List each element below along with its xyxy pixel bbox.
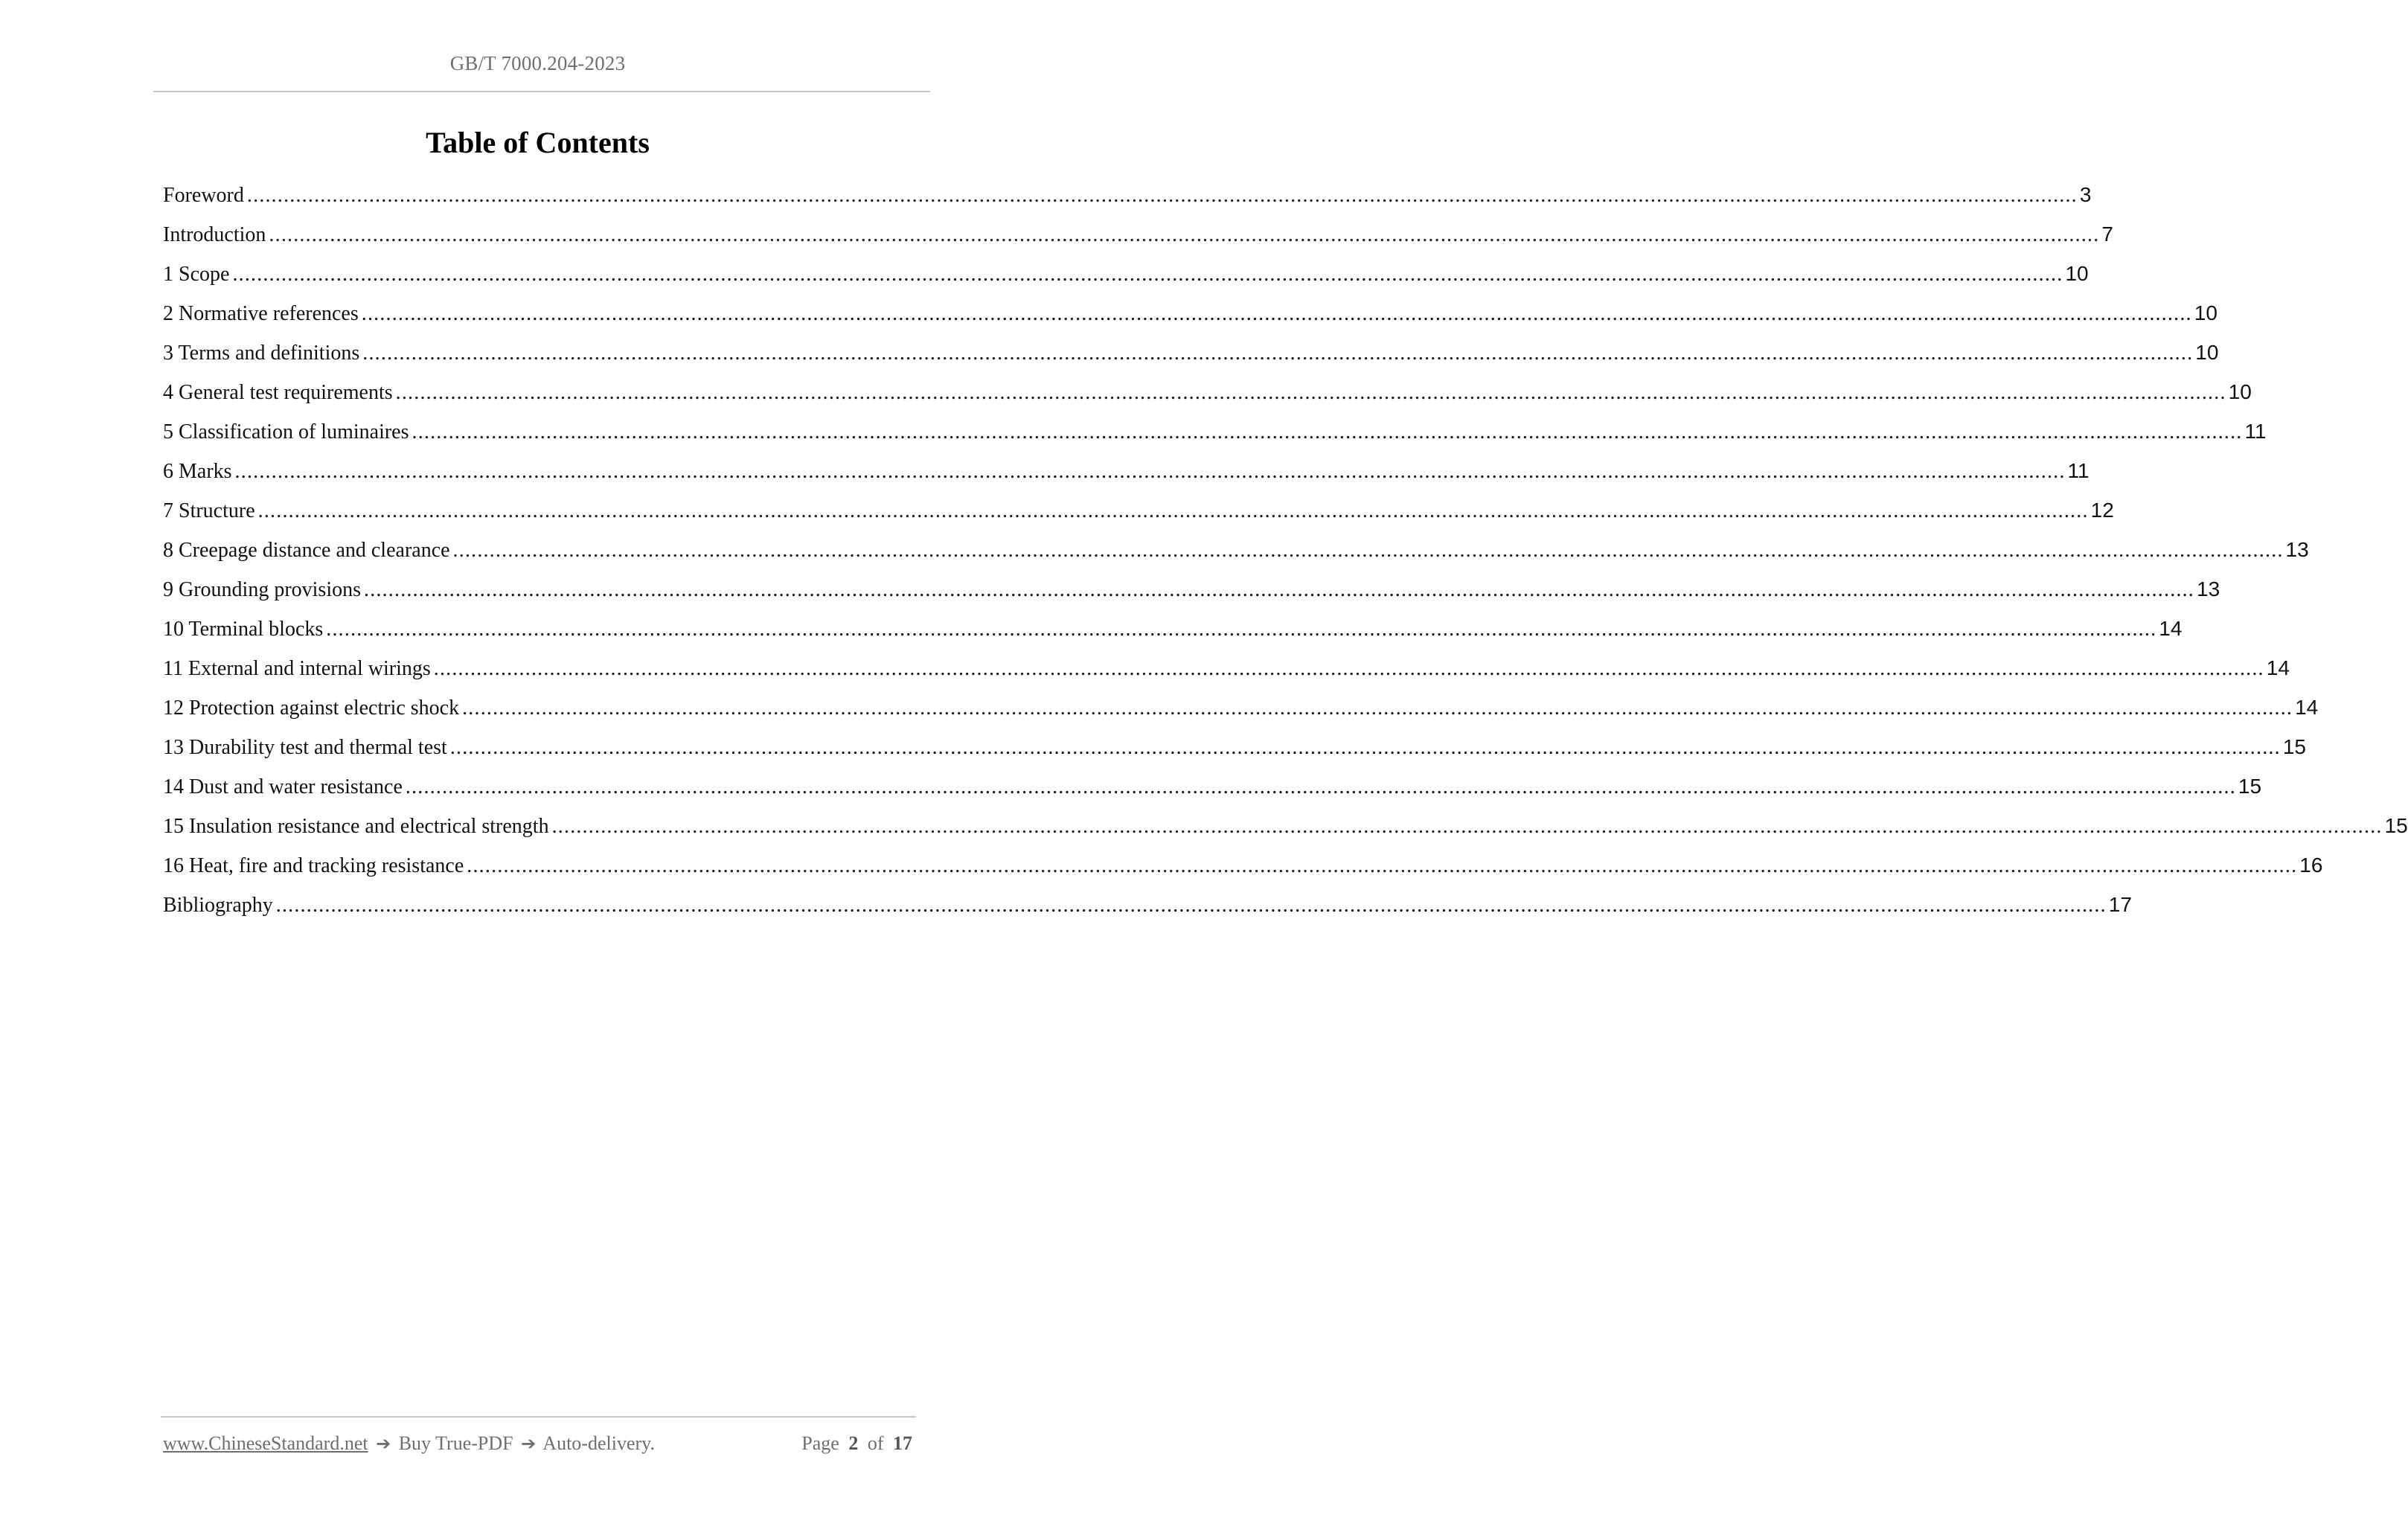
toc-leader-dots: ............................................................................................................................................................................................................................................................................................................ <box>551 815 2383 838</box>
toc-entry-label: 6 Marks <box>163 460 232 483</box>
toc-title: Table of Contents <box>426 126 650 159</box>
arrow-right-icon: ➔ <box>376 1433 391 1454</box>
arrow-right-icon: ➔ <box>521 1433 537 1454</box>
toc-leader-dots: ............................................................................................................................................................................................................................................................................................................ <box>234 460 2066 483</box>
current-page-number: 2 <box>848 1432 859 1454</box>
toc-entry[interactable] <box>163 656 2290 696</box>
toc-entry-label: Foreword <box>163 184 244 207</box>
toc-list <box>163 183 2408 932</box>
toc-entry[interactable] <box>163 301 2218 341</box>
toc-entry-label: Bibliography <box>163 894 273 917</box>
toc-entry-page: 10 <box>2228 380 2252 403</box>
toc-leader-dots: ............................................................................................................................................................................................................................................................................................................ <box>449 736 2281 759</box>
delivery-text: Auto-delivery. <box>542 1432 655 1454</box>
toc-leader-dots: ............................................................................................................................................................................................................................................................................................................ <box>452 539 2284 562</box>
toc-entry-label: 16 Heat, fire and tracking resistance <box>163 854 464 877</box>
toc-entry-page: 14 <box>2159 617 2183 640</box>
toc-entry[interactable] <box>163 222 2113 262</box>
toc-entry-page: 11 <box>2067 459 2090 482</box>
toc-leader-dots: ............................................................................................................................................................................................................................................................................................................ <box>275 894 2107 917</box>
toc-entry-page: 12 <box>2090 499 2114 522</box>
toc-entry[interactable] <box>163 854 2323 893</box>
toc-entry-label: 3 Terms and definitions <box>163 342 360 365</box>
toc-leader-dots: ............................................................................................................................................................................................................................................................................................................ <box>232 263 2063 286</box>
toc-entry-label: 11 External and internal wirings <box>163 657 431 680</box>
toc-leader-dots: ............................................................................................................................................................................................................................................................................................................ <box>361 302 2192 325</box>
site-link[interactable]: www.ChineseStandard.net <box>163 1432 368 1454</box>
toc-entry[interactable] <box>163 577 2220 617</box>
toc-entry-label: 7 Structure <box>163 499 255 522</box>
toc-entry[interactable] <box>163 538 2309 577</box>
toc-leader-dots: ............................................................................................................................................................................................................................................................................................................ <box>412 420 2243 444</box>
toc-entry-label: 14 Dust and water resistance <box>163 775 403 798</box>
toc-entry[interactable] <box>163 814 2408 854</box>
toc-entry-label: 2 Normative references <box>163 302 359 325</box>
toc-leader-dots: ............................................................................................................................................................................................................................................................................................................ <box>467 854 2298 877</box>
toc-entry[interactable] <box>163 696 2319 735</box>
toc-entry-page: 15 <box>2238 775 2262 798</box>
toc-leader-dots: ............................................................................................................................................................................................................................................................................................................ <box>326 618 2157 641</box>
toc-entry-page: 3 <box>2079 183 2092 206</box>
toc-entry[interactable] <box>163 380 2252 420</box>
toc-entry-page: 14 <box>2295 696 2319 719</box>
toc-entry-page: 15 <box>2282 735 2306 758</box>
toc-leader-dots: ............................................................................................................................................................................................................................................................................................................ <box>462 697 2293 720</box>
toc-entry-page: 13 <box>2197 577 2220 601</box>
toc-entry-label: 15 Insulation resistance and electrical strength <box>163 815 549 838</box>
toc-entry-page: 7 <box>2101 222 2113 246</box>
header-divider <box>153 91 930 92</box>
total-pages-number: 17 <box>893 1432 912 1454</box>
buy-text: Buy True-PDF <box>398 1432 513 1454</box>
toc-entry-label: 8 Creepage distance and clearance <box>163 539 450 562</box>
footer-divider <box>161 1416 916 1418</box>
toc-leader-dots: ............................................................................................................................................................................................................................................................................................................ <box>269 223 2100 246</box>
of-word: of <box>867 1432 884 1454</box>
page-indicator <box>801 1432 912 1455</box>
toc-entry-page: 17 <box>2108 893 2132 916</box>
toc-leader-dots: ............................................................................................................................................................................................................................................................................................................ <box>364 578 2194 601</box>
toc-entry-page: 14 <box>2266 656 2290 679</box>
toc-entry-label: 12 Protection against electric shock <box>163 697 460 720</box>
toc-leader-dots: ............................................................................................................................................................................................................................................................................................................ <box>362 342 2194 365</box>
toc-entry-page: 16 <box>2299 854 2323 877</box>
toc-leader-dots: ............................................................................................................................................................................................................................................................................................................ <box>257 499 2089 522</box>
toc-entry-label: 10 Terminal blocks <box>163 618 324 641</box>
toc-entry-page: 10 <box>2065 262 2089 285</box>
toc-entry[interactable] <box>163 499 2114 538</box>
toc-entry[interactable] <box>163 617 2183 656</box>
toc-leader-dots: ............................................................................................................................................................................................................................................................................................................ <box>395 381 2226 404</box>
toc-leader-dots: ............................................................................................................................................................................................................................................................................................................ <box>246 184 2078 207</box>
document-code: GB/T 7000.204-2023 <box>449 52 626 74</box>
toc-entry[interactable] <box>163 183 2092 222</box>
toc-entry[interactable] <box>163 262 2089 301</box>
toc-entry-page: 15 <box>2384 814 2408 837</box>
toc-entry-label: 9 Grounding provisions <box>163 578 361 601</box>
page-word: Page <box>801 1432 839 1454</box>
toc-entry-page: 11 <box>2244 420 2267 443</box>
footer-promo <box>163 1432 655 1455</box>
toc-entry-label: Introduction <box>163 223 266 246</box>
toc-entry[interactable] <box>163 341 2219 380</box>
toc-entry[interactable] <box>163 735 2306 775</box>
toc-entry-label: 13 Durability test and thermal test <box>163 736 447 759</box>
toc-entry[interactable] <box>163 893 2132 932</box>
toc-entry[interactable] <box>163 775 2262 814</box>
toc-entry-page: 10 <box>2194 301 2218 324</box>
toc-entry[interactable] <box>163 459 2090 499</box>
toc-entry-page: 10 <box>2195 341 2219 364</box>
toc-entry[interactable] <box>163 420 2267 459</box>
toc-entry-label: 5 Classification of luminaires <box>163 420 409 444</box>
toc-leader-dots: ............................................................................................................................................................................................................................................................................................................ <box>433 657 2264 680</box>
toc-entry-label: 4 General test requirements <box>163 381 393 404</box>
toc-entry-label: 1 Scope <box>163 263 230 286</box>
toc-leader-dots: ............................................................................................................................................................................................................................................................................................................ <box>405 775 2236 798</box>
toc-entry-page: 13 <box>2285 538 2309 561</box>
